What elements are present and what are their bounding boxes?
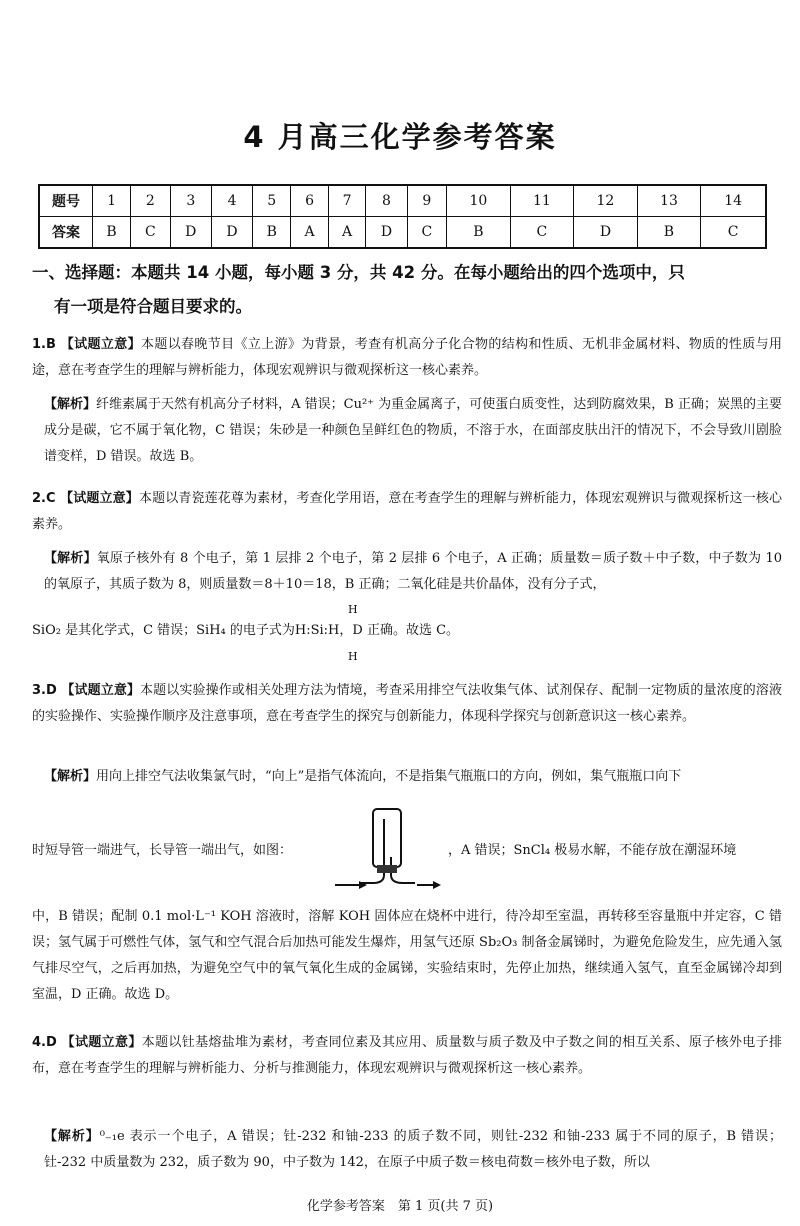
table-cell: A bbox=[328, 217, 366, 249]
analysis-tag: 【解析】 bbox=[44, 1129, 100, 1144]
table-cell: D bbox=[211, 217, 252, 249]
table-cell: 12 bbox=[574, 185, 638, 217]
answer-row bbox=[39, 217, 766, 249]
question-2-intent-text: 本题以青瓷莲花尊为素材，考查化学用语，意在考查学生的理解与辨析能力，体现宏观辨识与微观探析这一核心素养。 bbox=[32, 491, 782, 532]
lewis-h-top: H bbox=[348, 603, 358, 616]
table-cell: B bbox=[637, 217, 701, 249]
table-cell: 8 bbox=[366, 185, 407, 217]
question-2-analysis-cont bbox=[32, 618, 782, 644]
question-1-intent-text: 本题以春晚节目《立上游》为背景，考查有机高分子化合物的结构和性质、无机非金属材料、物质的性质与用途，意在考查学生的理解与辨析能力，体现宏观辨识与微观探析这一核心素养。 bbox=[32, 337, 782, 378]
table-cell: B bbox=[93, 217, 131, 249]
question-4-intent bbox=[32, 1030, 782, 1082]
question-3-intent bbox=[32, 678, 782, 730]
table-cell: 5 bbox=[253, 185, 291, 217]
question-3-analysis-b: 时短导管一端进气，长导管一端出气，如图： bbox=[32, 843, 293, 858]
table-cell: B bbox=[253, 217, 291, 249]
table-cell: 7 bbox=[328, 185, 366, 217]
question-3-analysis-d: 中，B 错误；配制 0.1 mol·L⁻¹ KOH 溶液时，溶解 KOH 固体应在烧杯中进行，待冷却至室温，再转移至容量瓶中并定容，C 错误；氢气属于可燃性气体，氢气和空气混合后加热可能发生爆炸，用氢气还原 Sb₂O₃ 制备金属锑时，为避免危险发生，应先通入氢气排尽空气，之后再加热，为避免空气中的氧气氧化生成的金属锑，实验结束时，先停止加热，继续通入氢气，直至金属锑冷却到室温，D 正确。故选 D。 bbox=[32, 909, 782, 1002]
section-heading bbox=[32, 256, 782, 324]
table-cell: 4 bbox=[211, 185, 252, 217]
page-footer: 化学参考答案 第 1 页(共 7 页) bbox=[306, 1199, 494, 1214]
section-heading-line-1: 一、选择题：本题共 14 小题，每小题 3 分，共 42 分。在每小题给出的四个选项中，只 bbox=[32, 263, 685, 282]
question-2-analysis bbox=[32, 546, 782, 598]
table-cell: 6 bbox=[291, 185, 329, 217]
page-title: 4 月高三化学参考答案 bbox=[243, 120, 557, 154]
row-header-answer: 答案 bbox=[39, 217, 93, 249]
question-2-analysis-text: 氧原子核外有 8 个电子，第 1 层排 2 个电子，第 2 层排 6 个电子，A 正确；质量数＝质子数＋中子数，中子数为 10 的氧原子，其质子数为 8，则质量数＝8＋10＝18，B 正确；二氧化硅是共价晶体，没有分子式， bbox=[44, 551, 782, 592]
question-number-row bbox=[39, 185, 766, 217]
question-2-head: 2.C 【试题立意】 bbox=[32, 491, 139, 506]
table-cell: A bbox=[291, 217, 329, 249]
table-cell: C bbox=[131, 217, 171, 249]
analysis-tag: 【解析】 bbox=[44, 397, 97, 412]
table-cell: 10 bbox=[447, 185, 511, 217]
question-4-intent-text: 本题以钍基熔盐堆为素材，考查同位素及其应用、质量数与质子数及中子数之间的相互关系、原子核外电子排布，意在考查学生的理解与辨析能力、分析与推测能力，体现宏观辨识与微观探析这一核心素养。 bbox=[32, 1035, 782, 1076]
table-cell: 13 bbox=[637, 185, 701, 217]
table-cell: 9 bbox=[407, 185, 447, 217]
table-cell: 2 bbox=[131, 185, 171, 217]
question-3-intent-text: 本题以实验操作或相关处理方法为情境，考查采用排空气法收集气体、试剂保存、配制一定物质的量浓度的溶液的实验操作、实验操作顺序及注意事项，意在考查学生的探究与创新能力，体现科学探究与创新意识这一核心素养。 bbox=[32, 683, 782, 724]
question-1-analysis bbox=[32, 392, 782, 470]
table-cell: 3 bbox=[170, 185, 211, 217]
question-4-head: 4.D 【试题立意】 bbox=[32, 1035, 142, 1050]
question-3-analysis-c: ，A 错误；SnCl₄ 极易水解，不能存放在潮湿环境 bbox=[448, 843, 737, 858]
row-header-number: 题号 bbox=[39, 185, 93, 217]
table-cell: 14 bbox=[701, 185, 766, 217]
question-4-analysis bbox=[32, 1124, 782, 1176]
table-cell: D bbox=[574, 217, 638, 249]
answer-table bbox=[38, 184, 767, 249]
analysis-tag: 【解析】 bbox=[44, 769, 97, 784]
question-2-analysis-text-2: SiO₂ 是其化学式，C 错误；SiH₄ 的电子式为H:Si:H，D 正确。故选 C。 bbox=[32, 623, 460, 638]
question-3-analysis-a bbox=[32, 764, 782, 790]
question-3-head: 3.D 【试题立意】 bbox=[32, 683, 141, 698]
question-4-analysis-text: ⁰₋₁e 表示一个电子，A 错误；钍-232 和铀-233 的质子数不同，则钍-232 和铀-233 属于不同的原子，B 错误；钍-232 中质量数为 232，质子数为 90，中子数为 142，在原子中质子数＝核电荷数＝核外电子数，所以 bbox=[44, 1129, 782, 1170]
table-cell: C bbox=[510, 217, 574, 249]
table-cell: D bbox=[366, 217, 407, 249]
analysis-tag: 【解析】 bbox=[44, 551, 97, 566]
table-cell: 1 bbox=[93, 185, 131, 217]
table-cell: B bbox=[447, 217, 511, 249]
table-cell: 11 bbox=[510, 185, 574, 217]
gas-collection-apparatus-figure bbox=[333, 805, 443, 895]
section-heading-line-2: 有一项是符合题目要求的。 bbox=[54, 297, 252, 316]
question-3-analysis-text-a: 用向上排空气法收集氯气时，“向上”是指气体流向，不是指集气瓶瓶口的方向，例如，集气瓶瓶口向下 bbox=[96, 769, 682, 784]
question-1-head: 1.B 【试题立意】 bbox=[32, 337, 141, 352]
question-1-analysis-text: 纤维素属于天然有机高分子材料，A 错误；Cu²⁺ 为重金属离子，可使蛋白质变性，达到防腐效果，B 正确；炭黑的主要成分是碳，它不属于氧化物，C 错误；朱砂是一种颜色呈鲜红色的物质，不溶于水，在面部皮肤出汗的情况下，不会导致川剧脸谱变样，D 错误。故选 B。 bbox=[44, 397, 782, 464]
table-cell: C bbox=[701, 217, 766, 249]
lewis-h-bottom: H bbox=[348, 650, 358, 663]
table-cell: D bbox=[170, 217, 211, 249]
question-2-intent bbox=[32, 486, 782, 538]
table-cell: C bbox=[407, 217, 447, 249]
question-1-intent bbox=[32, 332, 782, 384]
